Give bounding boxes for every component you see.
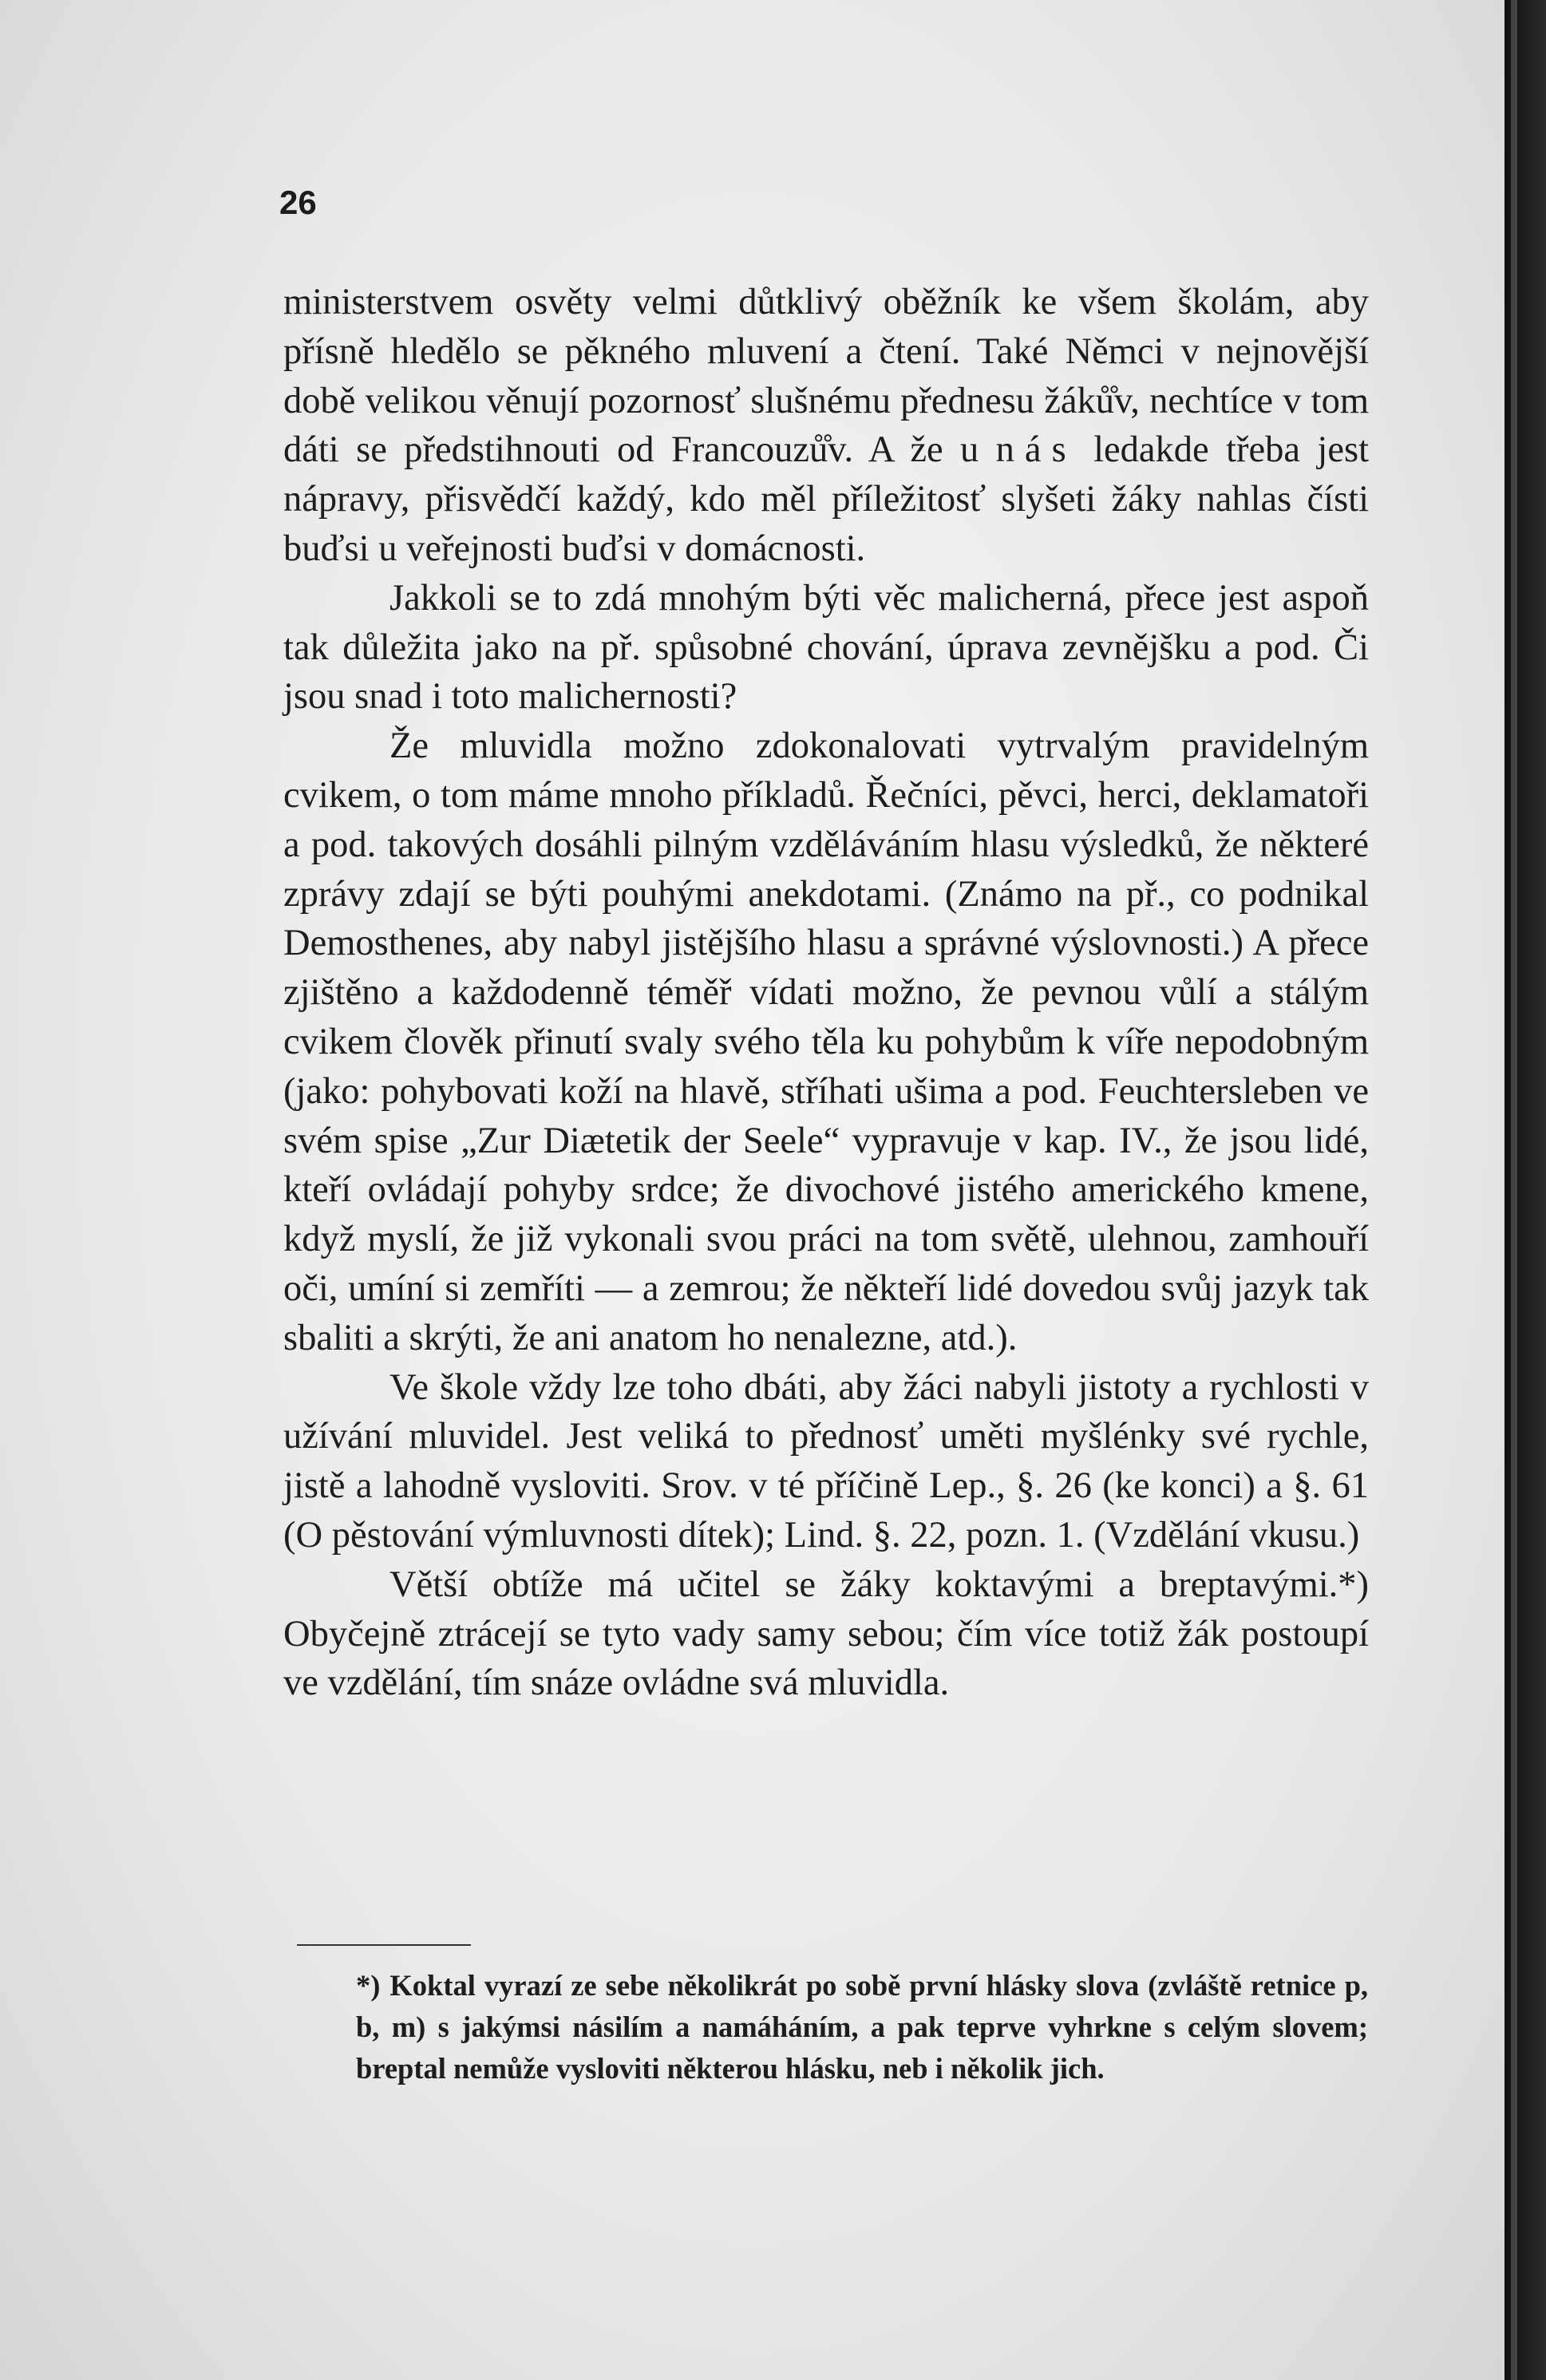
page-number: 26 — [279, 184, 317, 221]
footnote-text: Koktal vyrazí ze sebe několikrát po sobě první hlásky slova (zvláště retnice p, b, m) s jakýmsi násilím a namáháním, a pak teprve vyhrkne s celým slovem; breptal nemůže vysloviti některou hlásku, neb i několik jich. — [356, 1969, 1368, 2085]
footnote-divider — [297, 1944, 471, 1946]
paragraph-4: Ve škole vždy lze toho dbáti, aby žáci nabyli jistoty a rychlosti v užívání mluvidel. Jest veliká to přednosť uměti myšlénky své rychle, jistě a lahodně vysloviti. Srov. v té příčině Lep., §. 26 (ke konci) a §. 61 (O pěstování výmluvnosti dítek); Lind. §. 22, pozn. 1. (Vzdělání vkusu.) — [283, 1366, 1369, 1556]
main-text — [283, 278, 1369, 1708]
paragraph-2: Jakkoli se to zdá mnohým býti věc malicherná, přece jest aspoň tak důležita jako na př. spůsobné chování, úprava zevnějšku a pod. Či jsou snad i toto malichernosti? — [283, 577, 1369, 718]
paragraph-3: Že mluvidla možno zdokonalovati vytrvalým pravidelným cvikem, o tom máme mnoho příkladů. Řečníci, pěvci, herci, deklamatoři a pod. takových dosáhli pilným vzděláváním hlasu výsledků, že některé zprávy zdají se býti pouhými anekdotami. (Známo na př., co podnikal Demosthenes, aby nabyl jistějšího hlasu a správné výslovnosti.) A přece zjištěno a každodenně téměř vídati možno, že pevnou vůlí a stálým cvikem člověk přinutí svaly svého těla ku pohybům k víře nepodobným (jako: pohybovati koží na hlavě, stříhati ušima a pod. Feuchtersleben ve svém spise „Zur Diætetik der Seele“ vypravuje v kap. IV., že jsou lidé, kteří ovládají pohyby srdce; že divochové jistého amerického kmene, když myslí, že již vykonali svou práci na tom světě, ulehnou, zamhouří oči, umíní si zemříti — a zemrou; že někteří lidé dovedou svůj jazyk tak sbaliti a skrýti, že ani anatom ho nenalezne, atd.). — [283, 725, 1369, 1358]
paragraph-1 — [283, 278, 1369, 574]
footnote — [356, 1965, 1368, 2089]
paragraph-1-start: ministerstvem osvěty velmi důtklivý oběžník ke všem školám, aby přísně hledělo se pěkného mluvení a čtení. Také Němci v nejnovější době velikou věnují pozornosť slušnému přednesu žáků̊v, nechtíce v tom dáti se předstihnouti od Francouzů̊v. A že u — [283, 282, 1369, 471]
paragraph-1-end: ledakde třeba jest nápravy, přisvědčí každý, kdo měl příležitosť slyšeti žáky nahlas čísti buďsi u veřejnosti buďsi v domácnosti. — [283, 429, 1369, 569]
paragraph-5: Větší obtíže má učitel se žáky koktavými a breptavými.*) Obyčejně ztrácejí se tyto vady samy sebou; čím více totiž žák postoupí ve vzdělání, tím snáze ovládne svá mluvidla. — [283, 1564, 1369, 1704]
footnote-mark: *) — [356, 1969, 381, 2002]
page-edge-strip — [1511, 0, 1517, 2380]
emphasized-word: nás — [995, 429, 1077, 471]
